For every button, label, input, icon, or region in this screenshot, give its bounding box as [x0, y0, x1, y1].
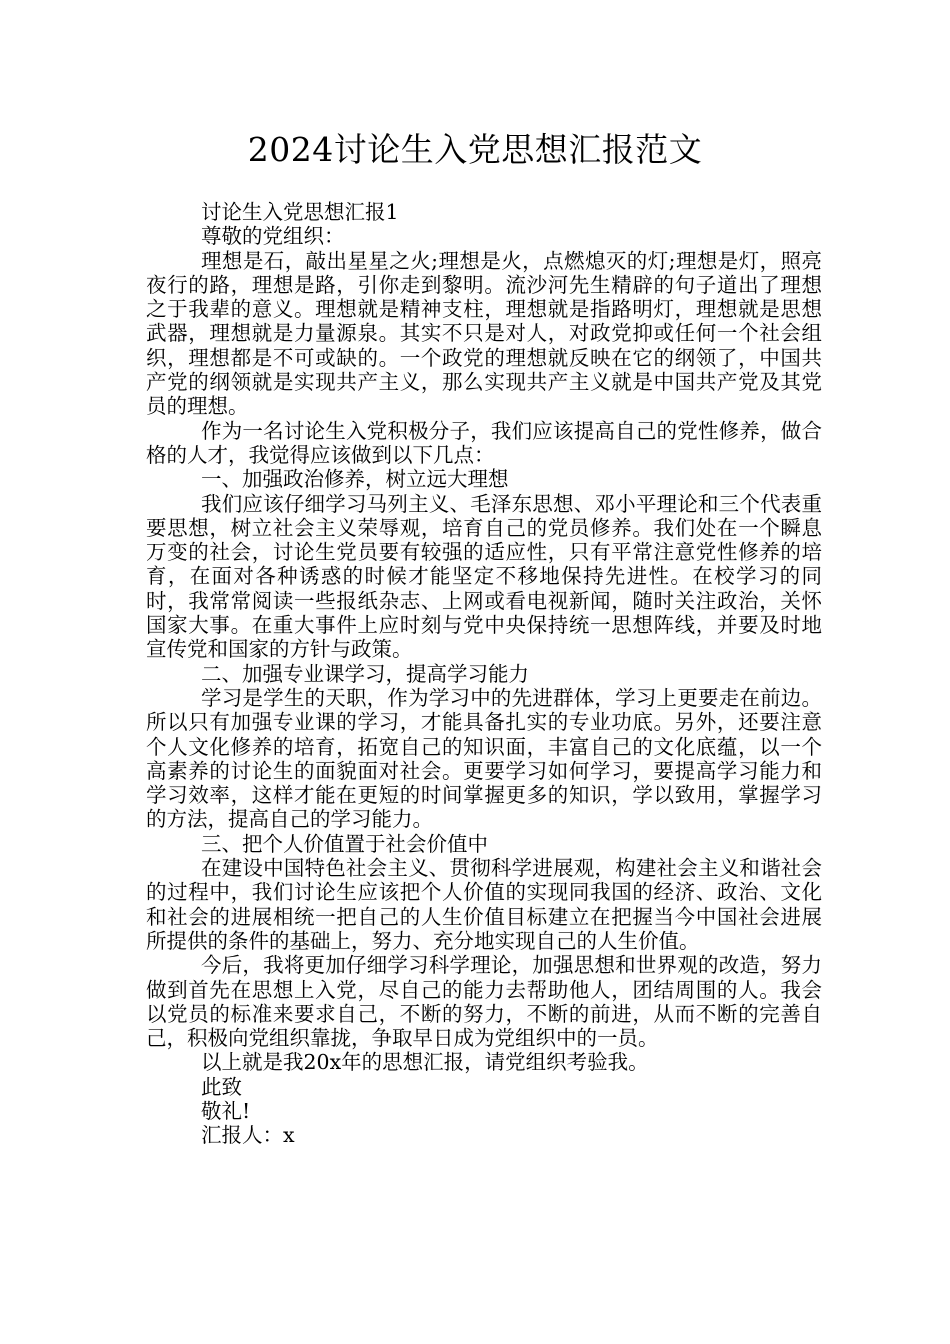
body-paragraph: 理想是石，敲出星星之火;理想是火，点燃熄灭的灯;理想是灯，照亮夜行的路，理想是路，引你走到黎明。流沙河先生精辟的句子道出了理想之于我辈的意义。理想就是精神支柱，理想就是指路明灯，理想就是思想武器，理想就是力量源泉。其实不只是对人，对政党抑或任何一个社会组织，理想都是不可或缺的。一个政党的理想就反映在它的纲领了，中国共产党的纲领就是实现共产主义，那么实现共产主义就是中国共产党及其党员的理想。 — [146, 248, 822, 419]
signature-line: 汇报人：x — [201, 1123, 295, 1148]
document-title: 2024讨论生入党思想汇报范文 — [247, 130, 703, 169]
subheading: 三、把个人价值置于社会价值中 — [201, 831, 488, 856]
closing-paragraph: 以上就是我20x年的思想汇报，请党组织考验我。 — [201, 1050, 649, 1075]
body-paragraph: 学习是学生的天职，作为学习中的先进群体，学习上更要走在前边。所以只有加强专业课的学习，才能具备扎实的专业功底。另外，还要注意个人文化修养的培育，拓宽自己的知识面，丰富自己的文化底蕴，以一个高素养的讨论生的面貌面对社会。更要学习如何学习，要提高学习能力和学习效率，这样才能在更短的时间掌握更多的知识，学以致用，掌握学习的方法，提高自己的学习能力。 — [146, 685, 822, 832]
document-body — [146, 200, 822, 1148]
body-paragraph: 我们应该仔细学习马列主义、毛泽东思想、邓小平理论和三个代表重要思想，树立社会主义荣辱观，培育自己的党员修养。我们处在一个瞬息万变的社会，讨论生党员要有较强的适应性，只有平常注意党性修养的培育，在面对各种诱惑的时候才能坚定不移地保持先进性。在校学习的同时，我常常阅读一些报纸杂志、上网或看电视新闻，随时关注政治，关怀国家大事。在重大事件上应时刻与党中央保持统一思想阵线，并要及时地宣传党和国家的方针与政策。 — [146, 491, 822, 662]
body-paragraph: 今后，我将更加仔细学习科学理论，加强思想和世界观的改造，努力做到首先在思想上入党，尽自己的能力去帮助他人，团结周围的人。我会以党员的标准来要求自己，不断的努力，不断的前进，从而不断的完善自己，积极向党组织靠拢，争取早日成为党组织中的一员。 — [146, 953, 822, 1051]
body-paragraph: 作为一名讨论生入党积极分子，我们应该提高自己的党性修养，做合格的人才，我觉得应该做到以下几点： — [146, 418, 822, 467]
body-paragraph: 在建设中国特色社会主义、贯彻科学进展观，构建社会主义和谐社会的过程中，我们讨论生应该把个人价值的实现同我国的经济、政治、文化和社会的进展相统一把自己的人生价值目标建立在把握当今中国社会进展所提供的条件的基础上，努力、充分地实现自己的人生价值。 — [146, 856, 822, 953]
section-heading: 讨论生入党思想汇报1 — [201, 200, 399, 224]
closing-line: 此致 — [201, 1074, 242, 1099]
subheading: 一、加强政治修养，树立远大理想 — [201, 467, 509, 492]
salutation: 尊敬的党组织： — [201, 224, 345, 249]
closing-line: 敬礼! — [201, 1098, 251, 1123]
subheading: 二、加强专业课学习，提高学习能力 — [201, 661, 529, 686]
